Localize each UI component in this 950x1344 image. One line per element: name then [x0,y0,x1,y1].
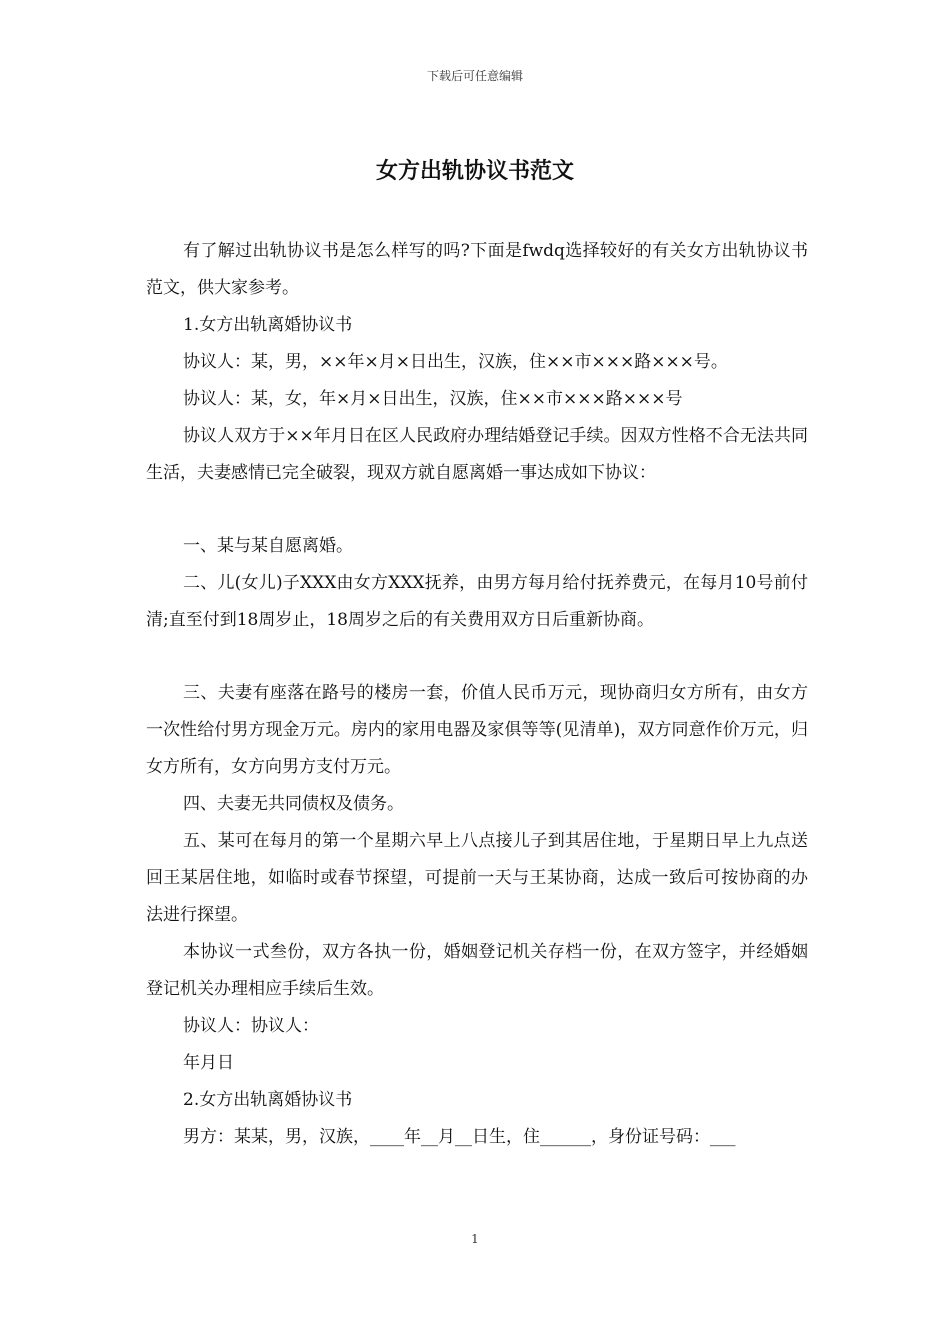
document-body [146,233,808,1156]
paragraph-background: 协议人双方于××年月日在区人民政府办理结婚登记手续。因双方性格不合无法共同生活，夫妻感情已完全破裂，现双方就自愿离婚一事达成如下协议： [146,426,808,483]
clause-5: 五、某可在每月的第一个星期六早上八点接儿子到其居住地，于星期日早上九点送回王某居住地，如临时或春节探望，可提前一天与王某协商，达成一致后可按协商的办法进行探望。 [146,831,808,925]
page-number: 1 [471,1232,479,1246]
paragraph-intro: 有了解过出轨协议书是怎么样写的吗?下面是fwdq选择较好的有关女方出轨协议书范文，供大家参考。 [146,241,808,298]
paragraph-party-female: 协议人：某，女，年×月×日出生，汉族，住××市×××路×××号 [183,389,683,409]
paragraph-party-male: 协议人：某，男，××年×月×日出生，汉族，住××市×××路×××号。 [183,352,728,372]
paragraph-male-info: 男方：某某，男，汉族，____年__月__日生，住______，身份证号码：___ [183,1127,736,1147]
document-title: 女方出轨协议书范文 [375,158,574,184]
signature-line: 协议人：协议人： [183,1016,319,1036]
date-line: 年月日 [183,1053,234,1073]
clause-1: 一、某与某自愿离婚。 [183,536,353,556]
paragraph-effectiveness: 本协议一式叁份，双方各执一份，婚姻登记机关存档一份，在双方签字，并经婚姻登记机关办理相应手续后生效。 [146,942,808,999]
section-heading-1: 1.女方出轨离婚协议书 [183,315,353,335]
section-heading-2: 2.女方出轨离婚协议书 [183,1090,353,1110]
clause-3: 三、夫妻有座落在路号的楼房一套，价值人民币万元，现协商归女方所有，由女方一次性给付男方现金万元。房内的家用电器及家俱等等(见清单)，双方同意作价万元，归女方所有，女方向男方支付万元。 [146,683,808,777]
clause-4: 四、夫妻无共同债权及债务。 [183,794,404,814]
clause-2: 二、儿(女儿)子XXX由女方XXX抚养，由男方每月给付抚养费元，在每月10号前付清;直至付到18周岁止，18周岁之后的有关费用双方日后重新协商。 [146,573,808,630]
page-header: 下载后可任意编辑 [426,69,523,83]
